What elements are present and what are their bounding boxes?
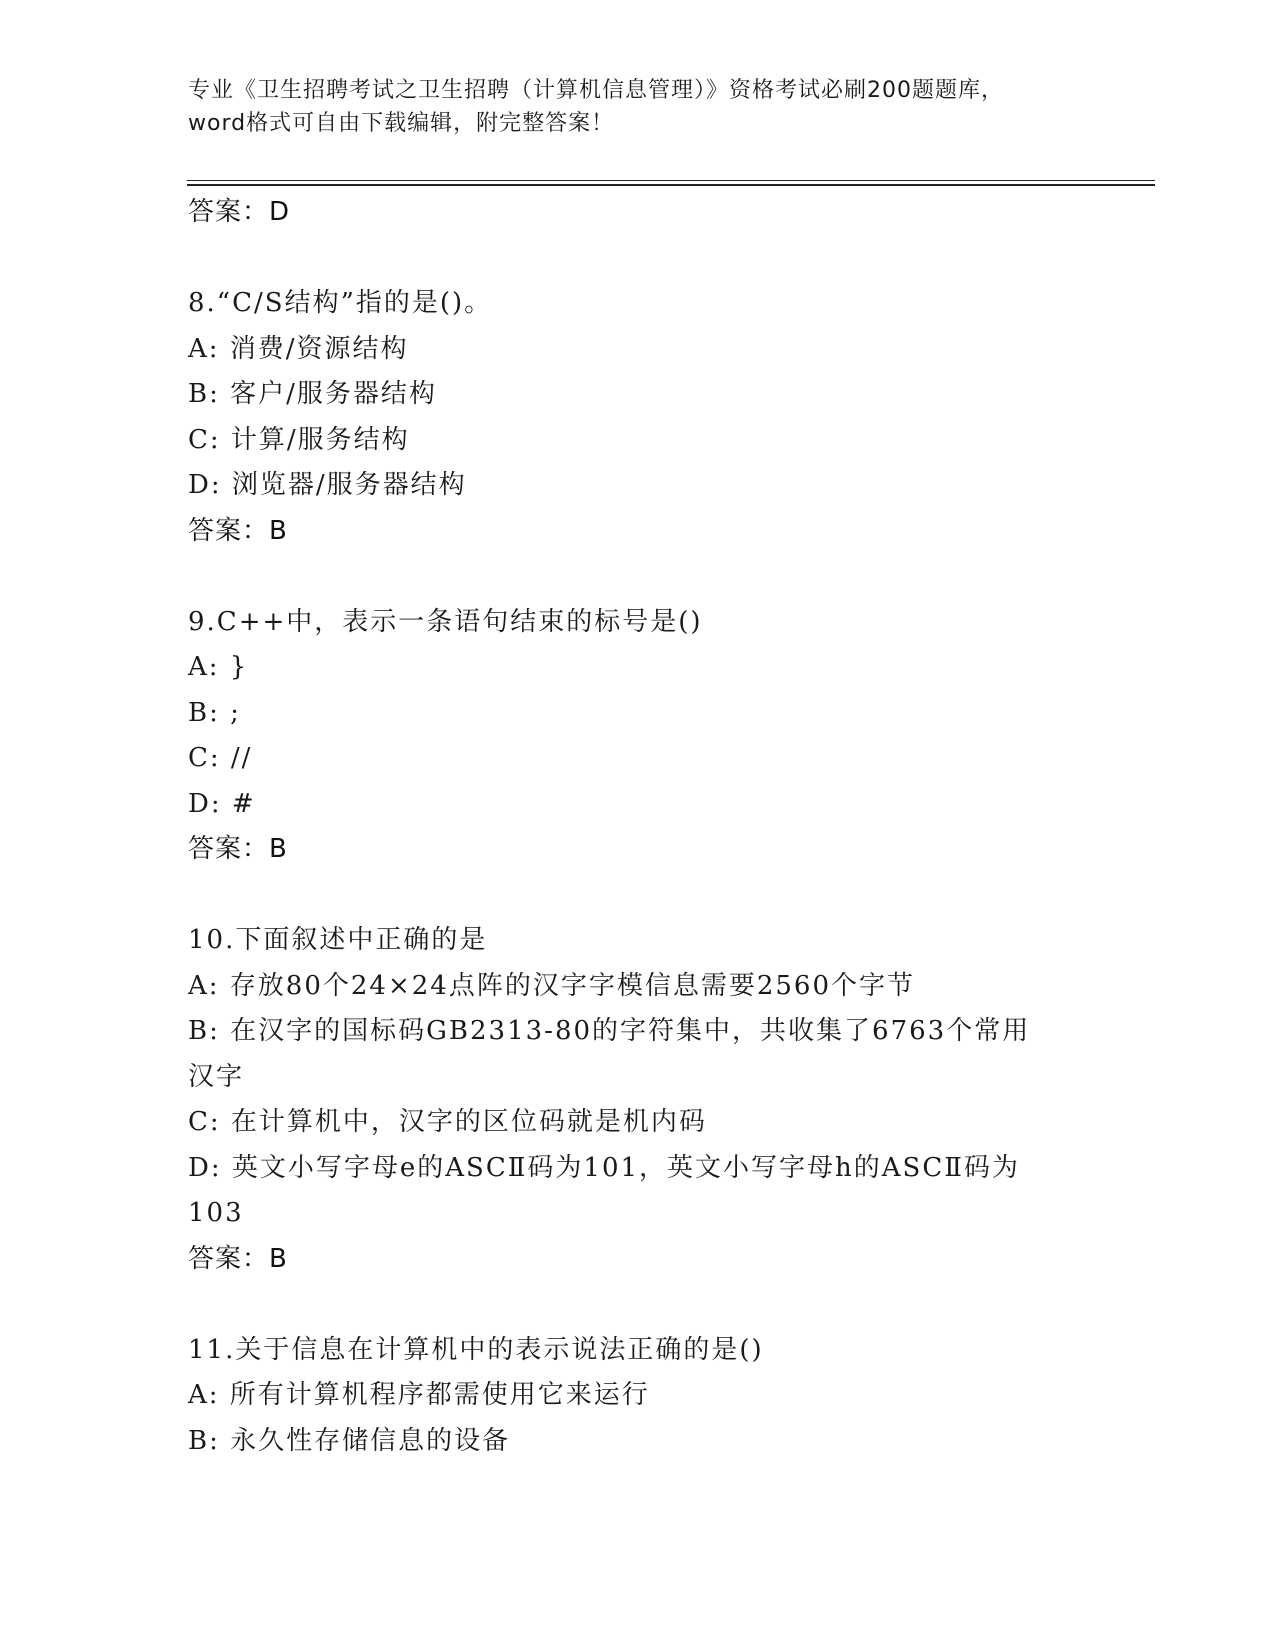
option-d: D: 英文小写字母e的ASCⅡ码为101，英文小写字母h的ASCⅡ码为103 (188, 1152, 1020, 1228)
option-d: D: # (188, 788, 256, 819)
question-stem: 9.C++中，表示一条语句结束的标号是() (188, 606, 703, 637)
option-a: A: } (188, 652, 249, 682)
header-line-2: word格式可自由下载编辑，附完整答案！ (188, 111, 615, 136)
answer-line: 答案：B (188, 1243, 288, 1274)
question-11 (188, 1328, 1088, 1465)
question-stem: 10.下面叙述中正确的是 (188, 925, 488, 955)
option-c: C: // (188, 743, 253, 773)
option-a: A: 所有计算机程序都需使用它来运行 (188, 1380, 650, 1410)
answer-line: 答案：B (188, 834, 288, 864)
answer-line: 答案：B (188, 515, 288, 546)
document-header (188, 74, 1068, 140)
header-line-1: 专业《卫生招聘考试之卫生招聘（计算机信息管理）》资格考试必刷200题题库， (188, 78, 1004, 103)
option-b: B: ; (188, 697, 241, 728)
option-d: D: 浏览器/服务器结构 (188, 470, 467, 500)
option-a: A: 消费/资源结构 (188, 333, 409, 364)
option-b: B: 永久性存储信息的设备 (188, 1425, 511, 1456)
question-list (188, 190, 1088, 1464)
option-c: C: 在计算机中，汉字的区位码就是机内码 (188, 1107, 707, 1137)
option-b: B: 客户/服务器结构 (188, 379, 437, 409)
header-divider-thick (187, 184, 1155, 186)
previous-answer: 答案：D (188, 197, 291, 227)
question-9 (188, 600, 1088, 873)
question-stem: 8.“C/S结构”指的是()。 (188, 288, 493, 318)
option-b: B: 在汉字的国标码GB2313-80的字符集中，共收集了6763个常用汉字 (188, 1016, 1031, 1092)
question-8 (188, 281, 1088, 554)
question-stem: 11.关于信息在计算机中的表示说法正确的是() (188, 1334, 764, 1365)
question-10 (188, 918, 1088, 1282)
spacer (188, 873, 1088, 919)
option-c: C: 计算/服务结构 (188, 424, 410, 455)
spacer (188, 1282, 1088, 1328)
spacer (188, 554, 1088, 600)
header-divider-thin (187, 180, 1155, 181)
spacer (188, 236, 1088, 282)
option-a: A: 存放80个24×24点阵的汉字字模信息需要2560个字节 (188, 970, 916, 1001)
